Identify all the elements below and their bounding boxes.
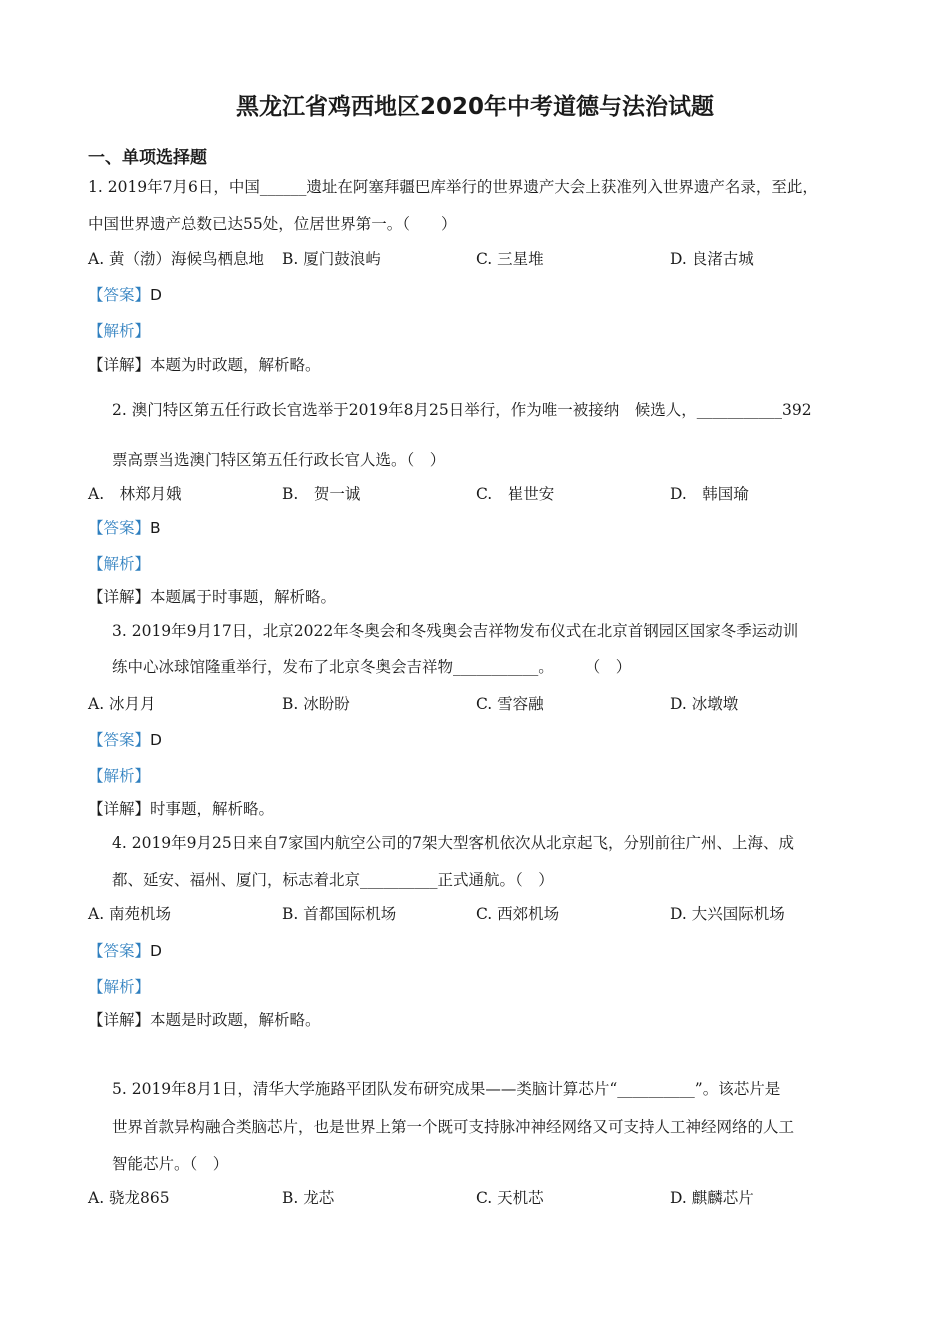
question-4-analysis	[88, 976, 150, 998]
question-4-option-c: C. 西郊机场	[476, 905, 560, 923]
question-4-option-d: D. 大兴国际机场	[670, 905, 785, 923]
question-4-option-a: A. 南苑机场	[88, 905, 172, 923]
question-1-option-c: C. 三星堆	[476, 250, 544, 268]
open-bracket: 【	[88, 978, 104, 996]
question-1-option-b: B. 厦门鼓浪屿	[282, 250, 381, 268]
close-bracket: 】	[134, 555, 151, 573]
close-bracket: 】	[134, 731, 151, 749]
open-bracket: 【	[88, 800, 104, 818]
question-2-answer	[88, 517, 161, 539]
question-2-option-b: B. 贺一诚	[282, 485, 361, 503]
detail-label: 详解	[103, 588, 135, 606]
answer-label: 答案	[103, 519, 135, 537]
question-3-answer	[88, 729, 162, 751]
open-bracket: 【	[88, 356, 104, 374]
close-bracket: 】	[134, 942, 151, 960]
question-5-line-2: 世界首款异构融合类脑芯片，也是世界上第一个既可支持脉冲神经网络又可支持人工神经网络的人工	[112, 1118, 795, 1136]
open-bracket: 【	[88, 519, 104, 537]
open-bracket: 【	[88, 555, 104, 573]
close-bracket: 】	[134, 356, 151, 374]
question-2-line-1: 2. 澳门特区第五任行政长官选举于2019年8月25日举行，作为唯一被接纳 候选人，___________392	[112, 401, 812, 419]
question-2-option-d: D. 韩国瑜	[670, 485, 749, 503]
question-4-detail	[88, 1009, 321, 1031]
detail-label: 详解	[103, 356, 135, 374]
question-5-option-b: B. 龙芯	[282, 1189, 335, 1207]
question-5-line-1: 5. 2019年8月1日，清华大学施路平团队发布研究成果——类脑计算芯片“__________”。该芯片是	[112, 1080, 781, 1098]
question-5-option-c: C. 天机芯	[476, 1189, 544, 1207]
question-3-detail	[88, 798, 274, 820]
question-2-option-c: C. 崔世安	[476, 485, 555, 503]
detail-text: 本题是时政题，解析略。	[150, 1011, 321, 1029]
question-1-analysis	[88, 320, 150, 342]
open-bracket: 【	[88, 942, 104, 960]
question-4-line-2: 都、延安、福州、厦门，标志着北京__________正式通航。（ ）	[112, 871, 554, 889]
open-bracket: 【	[88, 767, 104, 785]
answer-value: D	[150, 942, 162, 960]
analysis-label: 解析	[103, 555, 135, 573]
close-bracket: 】	[134, 767, 151, 785]
answer-label: 答案	[103, 286, 135, 304]
open-bracket: 【	[88, 322, 104, 340]
open-bracket: 【	[88, 286, 104, 304]
question-3-option-d: D. 冰墩墩	[670, 695, 739, 713]
detail-text: 本题为时政题，解析略。	[150, 356, 321, 374]
answer-value: D	[150, 731, 162, 749]
close-bracket: 】	[134, 588, 151, 606]
answer-value: B	[150, 519, 161, 537]
close-bracket: 】	[134, 1011, 151, 1029]
question-3-option-a: A. 冰月月	[88, 695, 156, 713]
question-5-line-3: 智能芯片。（ ）	[112, 1155, 229, 1173]
close-bracket: 】	[134, 286, 151, 304]
question-2-line-2: 票高票当选澳门特区第五任行政长官人选。（ ）	[112, 451, 446, 469]
open-bracket: 【	[88, 731, 104, 749]
open-bracket: 【	[88, 588, 104, 606]
detail-label: 详解	[103, 1011, 135, 1029]
question-3-analysis	[88, 765, 150, 787]
question-4-line-1: 4. 2019年9月25日来自7家国内航空公司的7架大型客机依次从北京起飞，分别前往广州、上海、成	[112, 834, 794, 852]
question-4-option-b: B. 首都国际机场	[282, 905, 397, 923]
question-1-answer	[88, 284, 162, 306]
question-1-option-a: A. 黄（渤）海候鸟栖息地	[88, 250, 265, 268]
answer-label: 答案	[103, 731, 135, 749]
section-heading: 一、单项选择题	[88, 148, 207, 168]
detail-text: 本题属于时事题，解析略。	[150, 588, 337, 606]
close-bracket: 】	[134, 519, 151, 537]
question-3-line-2: 练中心冰球馆隆重举行，发布了北京冬奥会吉祥物___________。 （ ）	[112, 658, 632, 676]
answer-value: D	[150, 286, 162, 304]
question-1-detail	[88, 354, 321, 376]
question-2-detail	[88, 586, 336, 608]
question-2-option-a: A. 林郑月娥	[88, 485, 182, 503]
analysis-label: 解析	[103, 978, 135, 996]
question-5-option-d: D. 麒麟芯片	[670, 1189, 754, 1207]
open-bracket: 【	[88, 1011, 104, 1029]
detail-label: 详解	[103, 800, 135, 818]
page-title: 黑龙江省鸡西地区2020年中考道德与法治试题	[235, 94, 714, 120]
question-1-option-d: D. 良渚古城	[670, 250, 754, 268]
question-5-option-a: A. 骁龙865	[88, 1189, 170, 1207]
question-4-answer	[88, 940, 162, 962]
question-1-line-2: 中国世界遗产总数已达55处，位居世界第一。（ ）	[88, 215, 457, 233]
analysis-label: 解析	[103, 767, 135, 785]
detail-text: 时事题，解析略。	[150, 800, 275, 818]
close-bracket: 】	[134, 800, 151, 818]
question-1-line-1: 1. 2019年7月6日，中国______遗址在阿塞拜疆巴库举行的世界遗产大会上获准列入世界遗产名录，至此，	[88, 178, 818, 196]
question-3-option-c: C. 雪容融	[476, 695, 544, 713]
question-2-analysis	[88, 553, 150, 575]
question-3-line-1: 3. 2019年9月17日，北京2022年冬奥会和冬残奥会吉祥物发布仪式在北京首钢园区国家冬季运动训	[112, 622, 799, 640]
question-3-option-b: B. 冰盼盼	[282, 695, 350, 713]
close-bracket: 】	[134, 978, 151, 996]
analysis-label: 解析	[103, 322, 135, 340]
close-bracket: 】	[134, 322, 151, 340]
answer-label: 答案	[103, 942, 135, 960]
